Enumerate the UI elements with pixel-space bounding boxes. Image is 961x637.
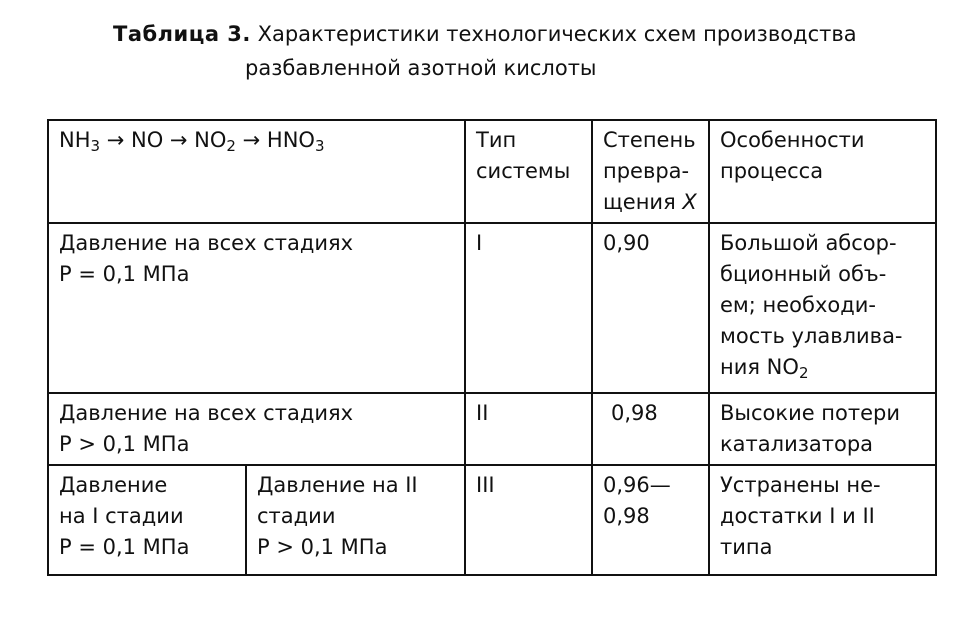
conditions-line: P > 0,1 МПа xyxy=(257,535,388,559)
table-row xyxy=(48,465,936,575)
conditions-line: Давление на всех стадиях xyxy=(59,231,354,255)
features-line: Большой абсор- xyxy=(720,231,897,255)
conversion-value: 0,98 xyxy=(603,504,650,528)
features-line: достатки I и II xyxy=(720,504,875,528)
conversion-cell xyxy=(592,393,709,465)
features-line: ем; необходи- xyxy=(720,293,876,317)
conditions-line: P = 0,1 МПа xyxy=(59,262,190,286)
type-value: III xyxy=(476,473,495,497)
conditions-line: Давление на всех стадиях xyxy=(59,401,354,425)
caption-first-line xyxy=(113,18,857,50)
header-type-line: системы xyxy=(476,159,571,183)
conditions-line: P > 0,1 МПа xyxy=(59,432,190,456)
reaction-scheme: $NH_3$ → NO → $NO_2 \to HNO_3$ xyxy=(59,128,325,155)
conditions-line: P = 0,1 МПа xyxy=(59,535,190,559)
conditions-line: стадии xyxy=(257,504,336,528)
features-cell xyxy=(709,393,936,465)
features-line: мость улавлива- xyxy=(720,324,903,348)
features-line: Высокие потери xyxy=(720,401,901,425)
features-line: типа xyxy=(720,535,773,559)
conversion-cell xyxy=(592,465,709,575)
type-cell xyxy=(465,393,592,465)
header-features-line: Особенности xyxy=(720,128,865,152)
header-conversion-line: Степень xyxy=(603,128,696,152)
conditions-cell xyxy=(48,393,465,465)
header-conversion-line: щения X xyxy=(603,190,697,214)
conversion-cell xyxy=(592,223,709,393)
table-row xyxy=(48,223,936,393)
type-cell xyxy=(465,223,592,393)
caption-title-part2: разбавленной азотной кислоты xyxy=(245,56,597,80)
conditions-line: на I стадии xyxy=(59,504,184,528)
type-value: I xyxy=(476,231,483,255)
header-scheme-cell xyxy=(48,120,465,223)
type-cell xyxy=(465,465,592,575)
characteristics-table xyxy=(47,119,937,576)
features-line: ния $NO_2$ xyxy=(720,355,809,382)
features-cell xyxy=(709,223,936,393)
conversion-value: 0,96— xyxy=(603,473,671,497)
caption-label: Таблица 3. xyxy=(113,22,251,46)
table-header-row xyxy=(48,120,936,223)
features-line: катализатора xyxy=(720,432,874,456)
header-features-cell xyxy=(709,120,936,223)
table-row xyxy=(48,393,936,465)
conditions-stage2-cell xyxy=(246,465,465,575)
header-type-line: Тип xyxy=(476,128,517,152)
conversion-value: 0,90 xyxy=(603,231,650,255)
features-cell xyxy=(709,465,936,575)
conditions-line: Давление xyxy=(59,473,168,497)
conditions-line: Давление на II xyxy=(257,473,418,497)
conversion-value: 0,98 xyxy=(611,401,658,425)
features-line: Устранены не- xyxy=(720,473,881,497)
features-line: бционный объ- xyxy=(720,262,887,286)
type-value: II xyxy=(476,401,489,425)
header-conversion-cell xyxy=(592,120,709,223)
conditions-stage1-cell xyxy=(48,465,246,575)
header-conversion-line: превра- xyxy=(603,159,690,183)
header-type-cell xyxy=(465,120,592,223)
conditions-cell xyxy=(48,223,465,393)
header-features-line: процесса xyxy=(720,159,824,183)
caption-title-part1: Характеристики технологических схем производства xyxy=(257,22,857,46)
